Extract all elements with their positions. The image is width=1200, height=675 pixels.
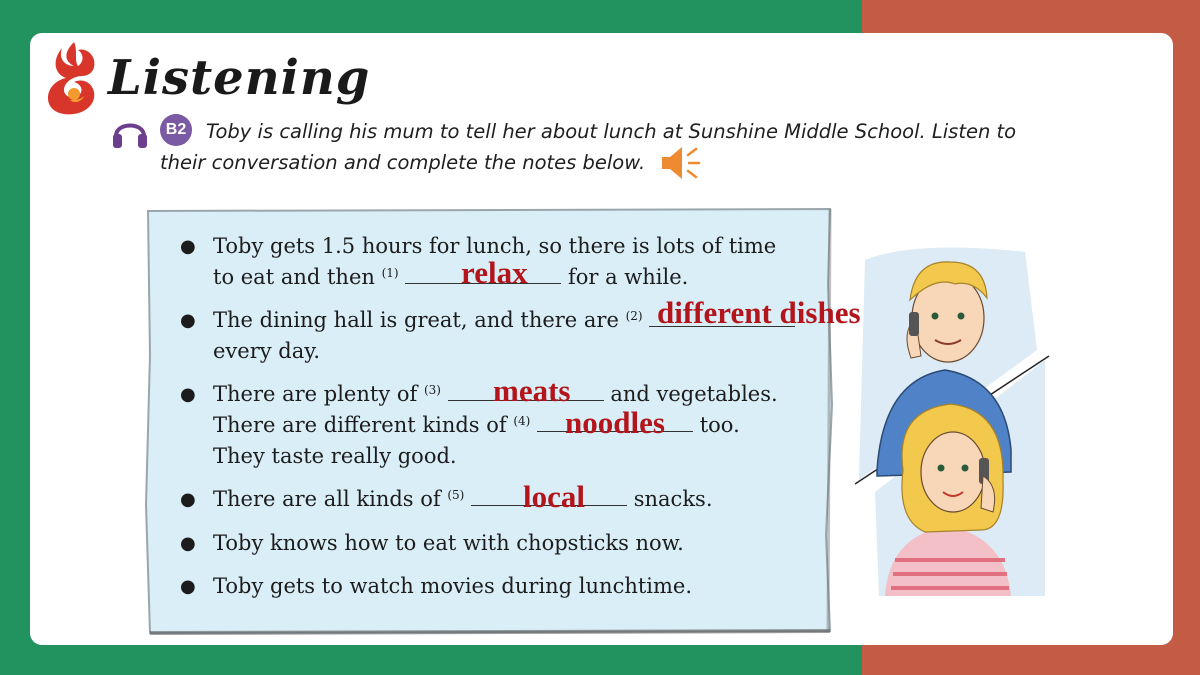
blank-number: (2) [625,309,643,323]
note-text: There are plenty of [213,382,418,406]
instruction-text: Toby is calling his mum to tell her about lunch at Sunshine Middle School. Listen to their conversation and complete the notes below. [160,120,1017,174]
phone-call-illustration [855,240,1060,600]
note-text: There are different kinds of [213,413,507,437]
note-text: snacks. [633,487,713,511]
note-line: Toby knows how to eat with chopsticks now. [213,531,684,555]
answer-4: noodles [565,405,665,440]
blank-number: (1) [381,266,399,280]
note-text: to eat and then [213,265,375,289]
bullet-dot: ● [180,576,196,597]
bullet-dot: ● [180,310,196,331]
note-text: too. [699,413,740,437]
bullet-dot: ● [180,384,196,405]
headphones-icon[interactable] [110,112,150,150]
note-line [213,265,688,289]
note-line: They taste really good. [213,444,457,468]
blank-number: (4) [513,414,531,428]
answer-3: meats [493,373,571,408]
flame-logo-icon [44,40,100,116]
note-line: every day. [213,339,321,363]
note-text: for a while. [567,265,689,289]
track-badge: B2 [160,114,192,146]
bullet-dot: ● [180,236,196,257]
note-text: The dining hall is great, and there are [213,308,619,332]
note-text: There are all kinds of [213,487,441,511]
answer-1: relax [461,255,528,290]
blank-number: (5) [447,488,465,502]
answer-5: local [523,479,585,514]
speaker-icon[interactable] [658,144,704,182]
note-line: Toby gets 1.5 hours for lunch, so there is lots of time [213,234,777,258]
bullet-dot: ● [180,533,196,554]
page-title: Listening [108,50,371,106]
answer-2: different dishes [657,295,861,330]
note-line [213,487,713,511]
note-line: Toby gets to watch movies during lunchtime. [213,574,693,598]
bullet-dot: ● [180,489,196,510]
note-text: and vegetables. [610,382,778,406]
blank-number: (3) [423,383,441,397]
